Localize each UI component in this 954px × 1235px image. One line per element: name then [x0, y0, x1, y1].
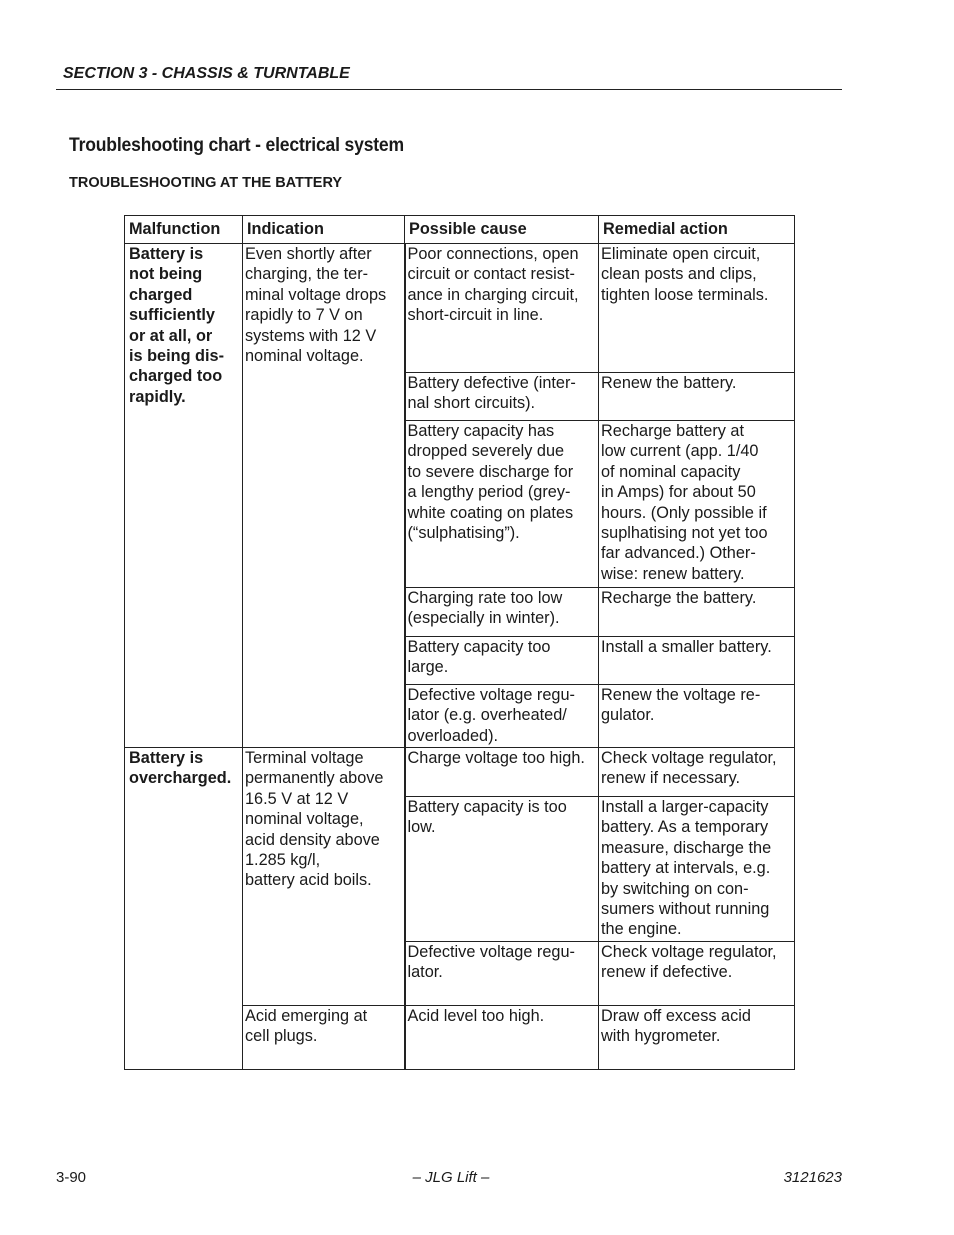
cause-cell: Defective voltage regu- lator. — [405, 942, 599, 1006]
header-rule — [56, 89, 842, 90]
troubleshooting-table — [124, 215, 795, 1070]
chart-title: Troubleshooting chart - electrical system — [69, 134, 404, 156]
action-cell: Check voltage regulator, renew if necessary. — [599, 748, 795, 797]
action-cell: Recharge battery at low current (app. 1/40 of nominal capacity in Amps) for about 50 hours. (Only possible if suplhatising not yet too far advanced.) Other- wise: renew battery. — [599, 421, 795, 588]
cause-cell: Battery capacity has dropped severely due to severe discharge for a lengthy period (grey- white coating on plates (“sulphatising”). — [405, 421, 599, 588]
action-cell: Install a larger-capacity battery. As a temporary measure, discharge the battery at intervals, e.g. by switching on con- sumers without running the engine. — [599, 797, 795, 942]
section-subtitle: TROUBLESHOOTING AT THE BATTERY — [69, 175, 343, 191]
cause-cell: Defective voltage regu- lator (e.g. overheated/ overloaded). — [405, 685, 599, 748]
cause-cell: Charge voltage too high. — [405, 748, 599, 797]
action-cell: Recharge the battery. — [599, 588, 795, 637]
action-cell: Eliminate open circuit, clean posts and clips, tighten loose terminals. — [599, 244, 795, 373]
cause-cell: Battery defective (inter- nal short circuits). — [405, 373, 599, 421]
action-cell: Renew the battery. — [599, 373, 795, 421]
indication-cell: Terminal voltage permanently above 16.5 V at 12 V nominal voltage, acid density above 1.285 kg/l, battery acid boils. — [243, 748, 405, 1006]
cause-cell: Acid level too high. — [405, 1006, 599, 1070]
column-header-malfunction: Malfunction — [125, 216, 243, 244]
column-header-indication: Indication — [243, 216, 405, 244]
page-number: 3-90 — [56, 1169, 87, 1186]
malfunction-cell: Battery is not being charged sufficiently or at all, or is being dis- charged too rapidly. — [125, 244, 243, 748]
action-cell: Check voltage regulator, renew if defective. — [599, 942, 795, 1006]
column-header-remedial-action: Remedial action — [599, 216, 795, 244]
section-header: SECTION 3 - CHASSIS & TURNTABLE — [63, 65, 350, 82]
cause-cell: Battery capacity is too low. — [405, 797, 599, 942]
indication-cell: Even shortly after charging, the ter- minal voltage drops rapidly to 7 V on systems with 12 V nominal voltage. — [243, 244, 405, 748]
table-header-row — [125, 216, 795, 244]
cause-cell: Charging rate too low (especially in winter). — [405, 588, 599, 637]
action-cell: Install a smaller battery. — [599, 637, 795, 685]
indication-cell: Acid emerging at cell plugs. — [243, 1006, 405, 1070]
cause-cell: Battery capacity too large. — [405, 637, 599, 685]
action-cell: Draw off excess acid with hygrometer. — [599, 1006, 795, 1070]
cause-cell: Poor connections, open circuit or contact resist- ance in charging circuit, short-circuit in line. — [405, 244, 599, 373]
column-header-possible-cause: Possible cause — [405, 216, 599, 244]
document-number: 3121623 — [783, 1169, 842, 1186]
table-row — [125, 244, 795, 373]
table-row — [125, 748, 795, 797]
malfunction-cell: Battery is overcharged. — [125, 748, 243, 1070]
footer-brand: – JLG Lift – — [412, 1169, 490, 1186]
action-cell: Renew the voltage re- gulator. — [599, 685, 795, 748]
